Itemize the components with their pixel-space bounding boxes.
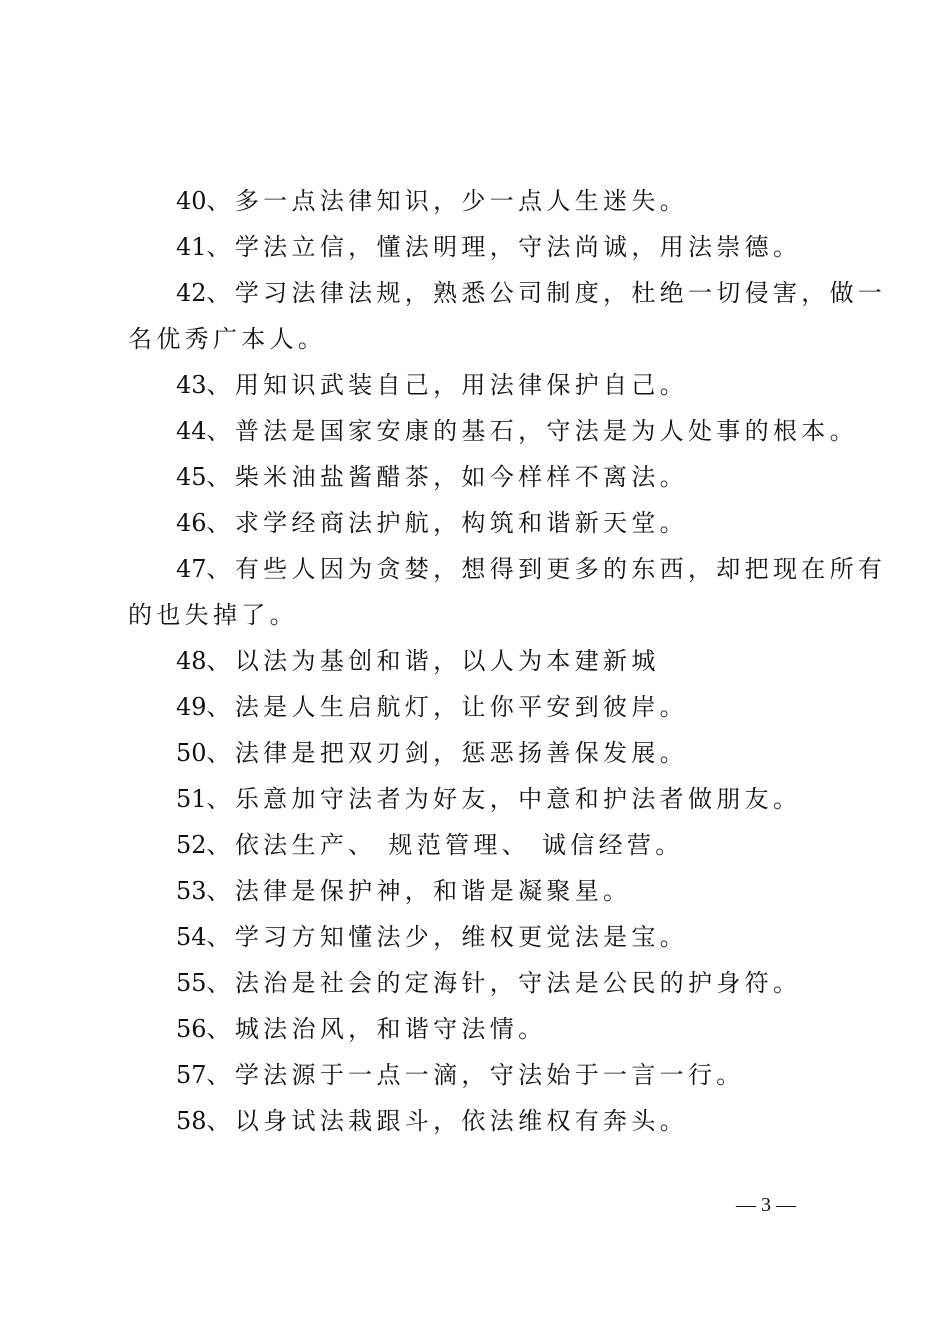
item-text: 名优秀广本人。 xyxy=(128,325,327,353)
item-text: 、法律是保护神，和谐是凝聚星。 xyxy=(206,877,632,905)
list-item-42-continued xyxy=(128,316,838,362)
list-item-51 xyxy=(128,776,838,822)
page-number: — 3 — xyxy=(736,1194,796,1216)
item-text: 、学习方知懂法少，维权更觉法是宝。 xyxy=(206,923,688,951)
item-number: 48 xyxy=(176,647,207,675)
item-number: 55 xyxy=(176,969,207,997)
item-text: 、柴米油盐酱醋茶，如今样样不离法。 xyxy=(206,463,688,491)
list-item-42 xyxy=(128,270,887,316)
item-number: 54 xyxy=(176,923,207,951)
item-text: 、以身试法栽跟斗，依法维权有奔头。 xyxy=(206,1107,688,1135)
item-number: 57 xyxy=(176,1061,207,1089)
item-number: 49 xyxy=(176,693,207,721)
list-item-41 xyxy=(128,224,838,270)
list-item-52 xyxy=(128,822,838,868)
item-number: 50 xyxy=(176,739,207,767)
list-item-53 xyxy=(128,868,838,914)
list-item-44 xyxy=(128,408,858,454)
document-body xyxy=(128,178,887,1144)
item-number: 46 xyxy=(176,509,207,537)
list-item-57 xyxy=(128,1052,838,1098)
item-number: 52 xyxy=(176,831,207,859)
item-text: 、普法是国家安康的基石，守法是为人处事的根本。 xyxy=(206,417,858,445)
list-item-49 xyxy=(128,684,838,730)
item-number: 43 xyxy=(176,371,207,399)
item-text: 、依法生产、 规范管理、 诚信经营。 xyxy=(206,831,684,859)
list-item-47 xyxy=(128,546,887,592)
item-number: 44 xyxy=(176,417,207,445)
list-item-55 xyxy=(128,960,838,1006)
item-text: 、有些人因为贪婪，想得到更多的东西，却把现在所有 xyxy=(206,555,887,583)
item-number: 45 xyxy=(176,463,207,491)
item-text: 、用知识武装自己，用法律保护自己。 xyxy=(206,371,688,399)
list-item-47-continued xyxy=(128,592,838,638)
item-number: 41 xyxy=(176,233,207,261)
item-text: 、法律是把双刃剑，惩恶扬善保发展。 xyxy=(206,739,688,767)
item-text: 、多一点法律知识，少一点人生迷失。 xyxy=(206,187,688,215)
list-item-43 xyxy=(128,362,838,408)
item-number: 51 xyxy=(176,785,207,813)
item-text: 、法是人生启航灯，让你平安到彼岸。 xyxy=(206,693,688,721)
item-number: 58 xyxy=(176,1107,207,1135)
item-text: 、以法为基创和谐，以人为本建新城 xyxy=(206,647,660,675)
list-item-54 xyxy=(128,914,838,960)
list-item-56 xyxy=(128,1006,838,1052)
list-item-58 xyxy=(128,1098,838,1144)
item-number: 40 xyxy=(176,187,207,215)
item-text: 、求学经商法护航，构筑和谐新天堂。 xyxy=(206,509,688,537)
item-text: 、学法立信，懂法明理，守法尚诚，用法崇德。 xyxy=(206,233,802,261)
item-text: 、法治是社会的定海针，守法是公民的护身符。 xyxy=(206,969,802,997)
item-text: 的也失掉了。 xyxy=(128,601,298,629)
list-item-45 xyxy=(128,454,838,500)
item-number: 56 xyxy=(176,1015,207,1043)
list-item-48 xyxy=(128,638,838,684)
item-text: 、城法治风，和谐守法情。 xyxy=(206,1015,547,1043)
list-item-40 xyxy=(128,178,838,224)
list-item-46 xyxy=(128,500,838,546)
item-number: 47 xyxy=(176,555,207,583)
list-item-50 xyxy=(128,730,838,776)
item-number: 53 xyxy=(176,877,207,905)
item-number: 42 xyxy=(176,279,207,307)
item-text: 、乐意加守法者为好友，中意和护法者做朋友。 xyxy=(206,785,802,813)
item-text: 、学法源于一点一滴，守法始于一言一行。 xyxy=(206,1061,745,1089)
item-text: 、学习法律法规，熟悉公司制度，杜绝一切侵害，做一 xyxy=(206,279,887,307)
